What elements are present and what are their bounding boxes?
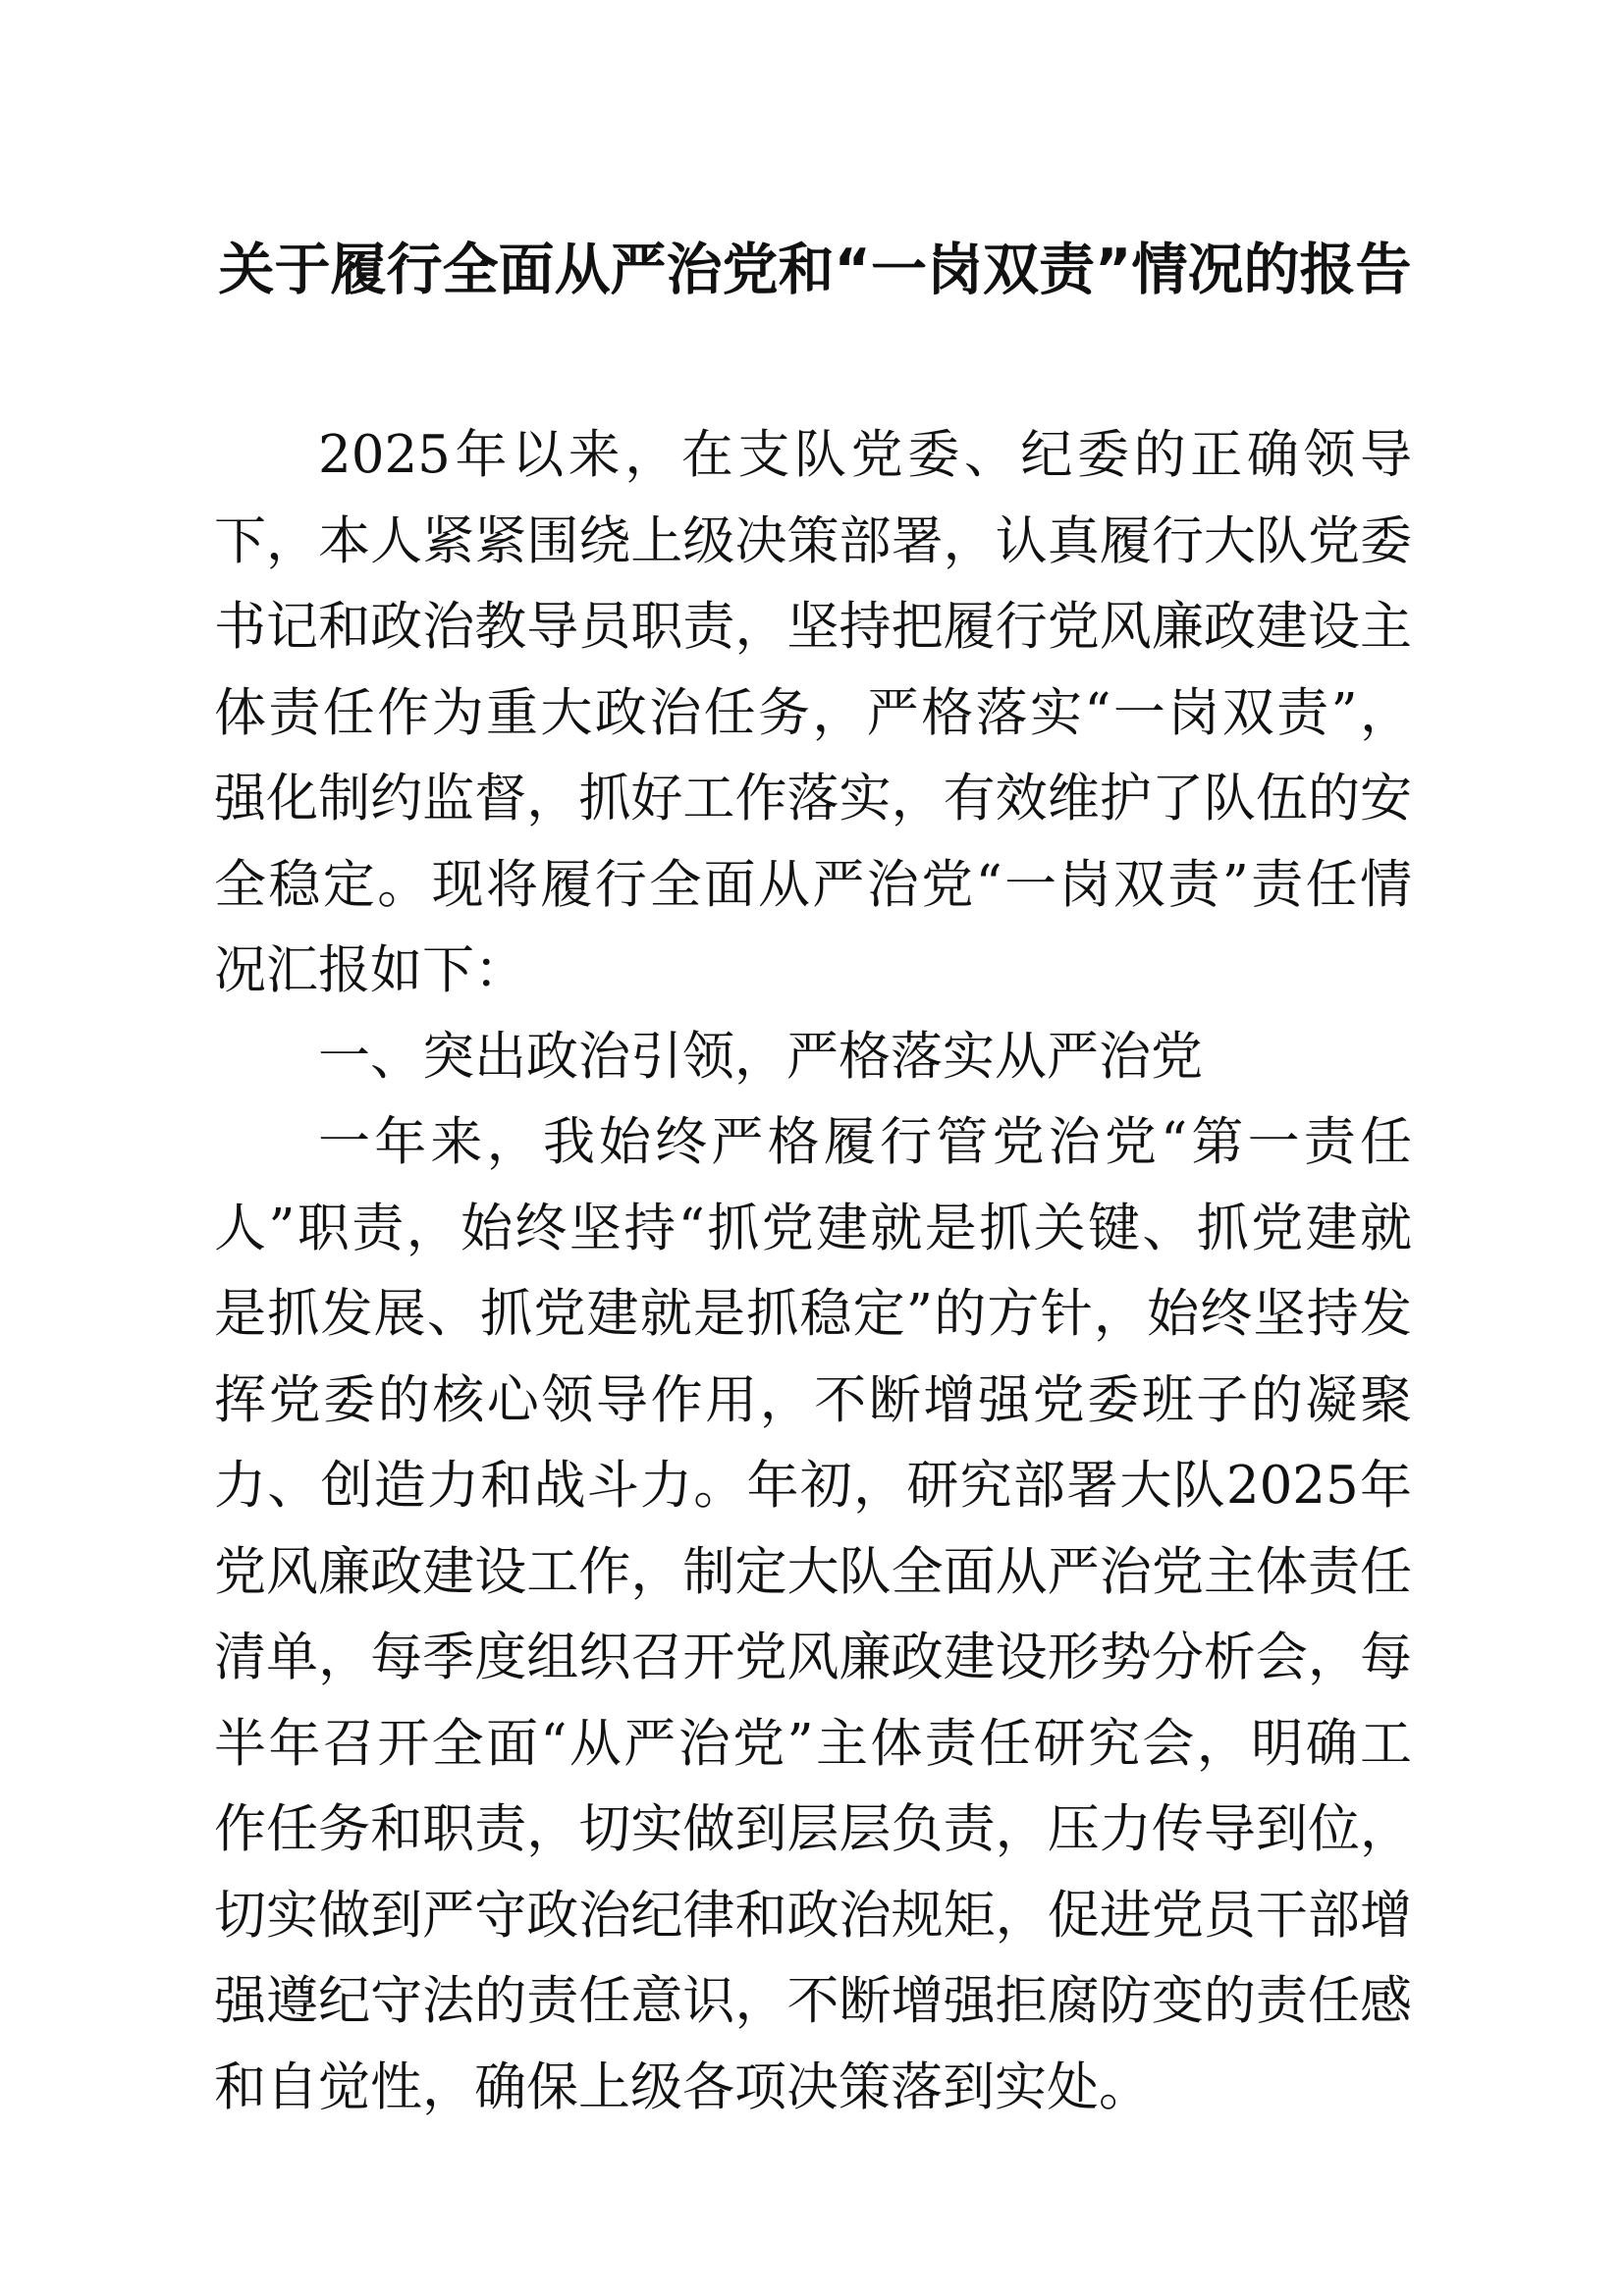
section-1-heading: 一、突出政治引领，严格落实从严治党 bbox=[318, 1026, 1203, 1087]
document-title: 关于履行全面从严治党和“一岗双责”情况的报告 bbox=[218, 238, 1412, 302]
document-body bbox=[214, 412, 1412, 2130]
intro-paragraph: 2025年以来，在支队党委、纪委的正确领导下，本人紧紧围绕上级决策部署，认真履行大队党委书记和政治教导员职责，坚持把履行党风廉政建设主体责任作为重大政治任务，严格落实“一岗双责”，强化制约监督，抓好工作落实，有效维护了队伍的安全稳定。现将履行全面从严治党“一岗双责”责任情况汇报如下： bbox=[214, 425, 1412, 1000]
section-1-paragraph: 一年来，我始终严格履行管党治党“第一责任人”职责，始终坚持“抓党建就是抓关键、抓党建就是抓发展、抓党建就是抓稳定”的方针，始终坚持发挥党委的核心领导作用，不断增强党委班子的凝聚力、创造力和战斗力。年初，研究部署大队2025年党风廉政建设工作，制定大队全面从严治党主体责任清单，每季度组织召开党风廉政建设形势分析会，每半年召开全面“从严治党”主体责任研究会，明确工作任务和职责，切实做到层层负责，压力传导到位，切实做到严守政治纪律和政治规矩，促进党员干部增强遵纪守法的责任意识，不断增强拒腐防变的责任感和自觉性，确保上级各项决策落到实处。 bbox=[214, 1112, 1412, 2117]
